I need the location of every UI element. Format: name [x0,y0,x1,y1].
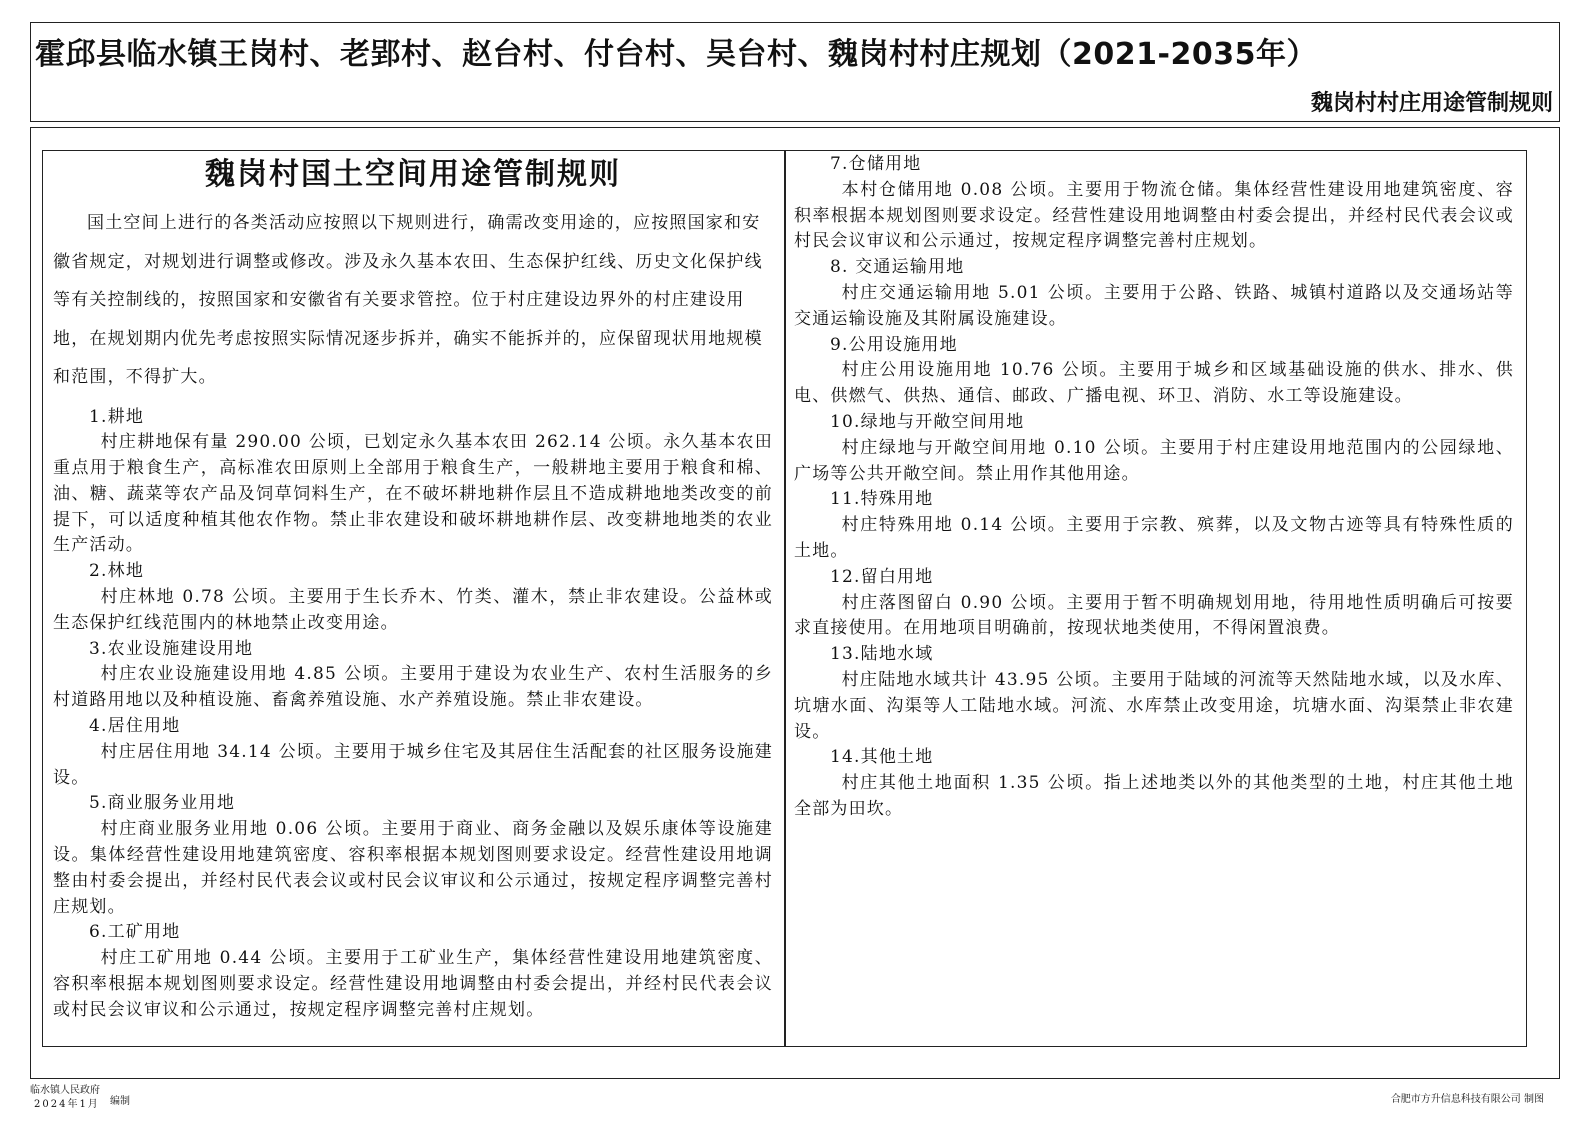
intro-paragraph: 国土空间上进行的各类活动应按照以下规则进行，确需改变用途的，应按照国家和安徽省规定，对规划进行调整或修改。涉及永久基本农田、生态保护红线、历史文化保护线等有关控制线的，按照国家和安徽省有关要求管控。位于村庄建设边界外的村庄建设用地，在规划期内优先考虑按照实际情况逐步拆并，确实不能拆并的，应保留现状用地规模和范围，不得扩大。 [53,213,763,387]
section-storage-land [794,152,1514,255]
section-heading: 4.居住用地 [89,716,181,737]
section-agri-facility-land [53,637,773,714]
page-subtitle: 魏岗村村庄用途管制规则 [1310,91,1553,116]
section-body: 村庄陆地水域共计 43.95 公顷。主要用于陆域的河流等天然陆地水域，以及水库、坑塘水面、沟渠等人工陆地水域。河流、水库禁止改变用途，坑塘水面、沟渠禁止非农建设。 [794,669,1514,742]
section-body: 村庄居住用地 34.14 公顷。主要用于城乡住宅及其居住生活配套的社区服务设施建设。 [53,741,773,788]
section-reserved-land [794,565,1514,642]
left-column [53,152,773,1024]
section-water-land [794,642,1514,745]
section-body: 村庄公用设施用地 10.76 公顷。主要用于城乡和区域基础设施的供水、排水、供电、供燃气、供热、通信、邮政、广播电视、环卫、消防、水工等设施建设。 [794,360,1514,407]
section-heading: 6.工矿用地 [89,922,181,943]
section-body: 村庄工矿用地 0.44 公顷。主要用于工矿业生产，集体经营性建设用地建筑密度、容积率根据本规划图则要求设定。经营性建设用地调整由村委会提出，并经村民代表会议或村民会议审议和公示通过，按规定程序调整完善村庄规划。 [53,948,773,1020]
section-utility-land [794,333,1514,410]
section-heading: 9.公用设施用地 [830,334,958,355]
section-residential-land [53,714,773,791]
footer-org: 临水镇人民政府 [30,1085,100,1096]
section-arable-land [53,405,773,560]
section-heading: 11.特殊用地 [830,489,934,510]
section-heading: 3.农业设施建设用地 [89,638,254,659]
right-column [794,152,1514,823]
section-heading: 8. 交通运输用地 [830,257,965,278]
section-transport-land [794,255,1514,332]
section-body: 村庄耕地保有量 290.00 公顷，已划定永久基本农田 262.14 公顷。永久基本农田重点用于粮食生产，高标准农田原则上全部用于粮食生产，一般耕地主要用于粮食和棉、油、糖、蔬菜等农产品及饲草饲料生产，在不破坏耕地耕作层且不造成耕地地类改变的前提下，可以适度种植其他农作物。禁止非农建设和破坏耕地耕作层、改变耕地地类的农业生产活动。 [53,432,773,556]
section-special-land [794,487,1514,564]
header-box [30,22,1560,122]
section-commercial-land [53,791,773,920]
section-green-space-land [794,410,1514,487]
section-heading: 10.绿地与开敞空间用地 [830,411,1025,432]
section-body: 村庄落图留白 0.90 公顷。主要用于暂不明确规划用地，待用地性质明确后可按要求直接使用。在用地项目明确前，按现状地类使用，不得闲置浪费。 [794,592,1514,639]
footer-maker: 合肥市方升信息科技有限公司 制图 [1390,1094,1544,1105]
section-body: 村庄交通运输用地 5.01 公顷。主要用于公路、铁路、城镇村道路以及交通场站等交通运输设施及其附属设施建设。 [794,282,1514,329]
section-heading: 7.仓储用地 [830,154,922,174]
section-body: 村庄农业设施建设用地 4.85 公顷。主要用于建设为农业生产、农村生活服务的乡村道路用地以及种植设施、畜禽养殖设施、水产养殖设施。禁止非农建设。 [53,664,773,711]
section-body: 村庄林地 0.78 公顷。主要用于生长乔木、竹类、灌木，禁止非农建设。公益林或生态保护红线范围内的林地禁止改变用途。 [53,587,773,633]
section-body: 村庄其他土地面积 1.35 公顷。指上述地类以外的其他类型的土地，村庄其他土地全部为田坎。 [794,773,1514,819]
section-other-land [794,745,1514,822]
section-industrial-land [53,920,773,1023]
section-heading: 14.其他土地 [830,747,934,768]
section-forest-land [53,559,773,636]
section-body: 村庄商业服务业用地 0.06 公顷。主要用于商业、商务金融以及娱乐康体等设施建设。集体经营性建设用地建筑密度、容积率根据本规划图则要求设定。经营性建设用地调整由村委会提出，并经村民代表会议或村民会议审议和公示通过，按规定程序调整完善村庄规划。 [53,819,773,917]
section-body: 本村仓储用地 0.08 公顷。主要用于物流仓储。集体经营性建设用地建筑密度、容积率根据本规划图则要求设定。经营性建设用地调整由村委会提出，并经村民代表会议或村民会议审议和公示通过，按规定程序调整完善村庄规划。 [794,179,1514,252]
footer-issuer [30,1084,100,1112]
footer-date: 2024年1月 [34,1099,100,1110]
section-heading: 5.商业服务业用地 [89,793,236,814]
footer-edit-label: 编制 [110,1096,130,1107]
section-heading: 13.陆地水域 [830,644,934,665]
page-title: 霍邱县临水镇王岗村、老郢村、赵台村、付台村、吴台村、魏岗村村庄规划（2021-2035年） [35,37,1317,72]
doc-title: 魏岗村国土空间用途管制规则 [205,157,621,192]
section-heading: 1.耕地 [89,406,145,427]
section-heading: 2.林地 [89,561,145,582]
section-body: 村庄特殊用地 0.14 公顷。主要用于宗教、殡葬，以及文物古迹等具有特殊性质的土地。 [794,515,1514,561]
column-divider [784,150,786,1047]
section-heading: 12.留白用地 [830,566,934,587]
section-body: 村庄绿地与开敞空间用地 0.10 公顷。主要用于村庄建设用地范围内的公园绿地、广场等公共开敞空间。禁止用作其他用途。 [794,437,1514,484]
